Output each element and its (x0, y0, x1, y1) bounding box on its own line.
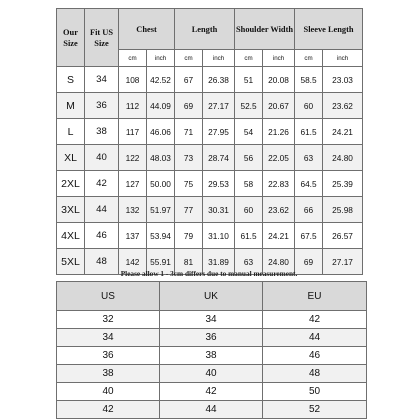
shoulder-width-cm-cell: 61.5 (235, 223, 263, 249)
size-row (57, 67, 363, 93)
fit-us-size-cell: 44 (85, 197, 119, 223)
our-size-cell: 2XL (57, 171, 85, 197)
length-cm-cell: 73 (175, 145, 203, 171)
chest-cm-cell: 122 (119, 145, 147, 171)
conversion-uk-cell: 44 (160, 401, 263, 419)
sleeve-length-inch-cell: 25.98 (323, 197, 363, 223)
shoulder-width-inch-cell: 23.62 (263, 197, 295, 223)
chest-inch-unit: inch (147, 50, 175, 67)
our-size-cell: 4XL (57, 223, 85, 249)
conversion-row (57, 347, 367, 365)
our-size-cell: XL (57, 145, 85, 171)
length-inch-unit: inch (203, 50, 235, 67)
shoulder-width-cm-cell: 51 (235, 67, 263, 93)
shoulder-width-inch-cell: 21.26 (263, 119, 295, 145)
conversion-us-cell: 42 (57, 401, 160, 419)
conversion-header-eu: EU (263, 282, 367, 311)
conversion-us-cell: 34 (57, 329, 160, 347)
length-cm-cell: 71 (175, 119, 203, 145)
sleeve-length-cm-cell: 58.5 (295, 67, 323, 93)
conversion-us-cell: 38 (57, 365, 160, 383)
fit-us-size-cell: 48 (85, 249, 119, 275)
length-inch-cell: 31.89 (203, 249, 235, 275)
fit-us-size-cell: 40 (85, 145, 119, 171)
sleeve-length-cm-cell: 61.5 (295, 119, 323, 145)
size-table-body (57, 67, 363, 275)
sleeve-length-cm-cell: 69 (295, 249, 323, 275)
chest-cm-cell: 112 (119, 93, 147, 119)
shoulder-width-cm-cell: 52.5 (235, 93, 263, 119)
sleeve-length-inch-cell: 27.17 (323, 249, 363, 275)
size-row (57, 119, 363, 145)
size-row (57, 223, 363, 249)
sleeve-cm-unit: cm (295, 50, 323, 67)
sleeve-length-cm-cell: 64.5 (295, 171, 323, 197)
length-inch-cell: 30.31 (203, 197, 235, 223)
conversion-row (57, 365, 367, 383)
length-cm-cell: 75 (175, 171, 203, 197)
our-size-cell: 3XL (57, 197, 85, 223)
sleeve-length-cm-cell: 60 (295, 93, 323, 119)
our-size-header: Our Size (57, 9, 85, 67)
sleeve-inch-unit: inch (323, 50, 363, 67)
our-size-cell: M (57, 93, 85, 119)
fit-us-size-cell: 34 (85, 67, 119, 93)
size-row (57, 197, 363, 223)
conversion-eu-cell: 48 (263, 365, 367, 383)
length-cm-cell: 81 (175, 249, 203, 275)
chest-inch-cell: 44.09 (147, 93, 175, 119)
shoulder-inch-unit: inch (263, 50, 295, 67)
size-measurement-table (56, 8, 363, 275)
conversion-header-us: US (57, 282, 160, 311)
shoulder-width-inch-cell: 24.21 (263, 223, 295, 249)
length-cm-cell: 69 (175, 93, 203, 119)
size-row (57, 93, 363, 119)
conversion-eu-cell: 50 (263, 383, 367, 401)
fit-us-size-cell: 36 (85, 93, 119, 119)
shoulder-width-inch-cell: 22.05 (263, 145, 295, 171)
size-conversion-table (56, 281, 367, 419)
chest-cm-cell: 137 (119, 223, 147, 249)
length-header: Length (175, 9, 235, 50)
shoulder-width-cm-cell: 63 (235, 249, 263, 275)
chest-cm-cell: 132 (119, 197, 147, 223)
size-chart-sheet (56, 8, 366, 415)
length-inch-cell: 26.38 (203, 67, 235, 93)
size-row (57, 145, 363, 171)
chest-cm-cell: 117 (119, 119, 147, 145)
chest-inch-cell: 42.52 (147, 67, 175, 93)
conversion-eu-cell: 44 (263, 329, 367, 347)
length-cm-unit: cm (175, 50, 203, 67)
size-row (57, 171, 363, 197)
conversion-eu-cell: 52 (263, 401, 367, 419)
conversion-uk-cell: 42 (160, 383, 263, 401)
sleeve-length-inch-cell: 24.80 (323, 145, 363, 171)
fit-us-size-cell: 42 (85, 171, 119, 197)
chest-inch-cell: 51.97 (147, 197, 175, 223)
sleeve-length-cm-cell: 67.5 (295, 223, 323, 249)
shoulder-width-inch-cell: 24.80 (263, 249, 295, 275)
conversion-uk-cell: 38 (160, 347, 263, 365)
our-size-cell: 5XL (57, 249, 85, 275)
sleeve-length-header: Sleeve Length (295, 9, 363, 50)
length-inch-cell: 31.10 (203, 223, 235, 249)
conversion-eu-cell: 42 (263, 311, 367, 329)
conversion-uk-cell: 40 (160, 365, 263, 383)
chest-cm-unit: cm (119, 50, 147, 67)
chest-inch-cell: 48.03 (147, 145, 175, 171)
conversion-header-uk: UK (160, 282, 263, 311)
fit-us-size-cell: 38 (85, 119, 119, 145)
fit-us-size-header: Fit US Size (85, 9, 119, 67)
length-inch-cell: 28.74 (203, 145, 235, 171)
conversion-us-cell: 32 (57, 311, 160, 329)
shoulder-width-inch-cell: 20.67 (263, 93, 295, 119)
shoulder-width-header: Shoulder Width (235, 9, 295, 50)
conversion-row (57, 401, 367, 419)
conversion-us-cell: 40 (57, 383, 160, 401)
conversion-uk-cell: 36 (160, 329, 263, 347)
length-cm-cell: 67 (175, 67, 203, 93)
sleeve-length-inch-cell: 23.62 (323, 93, 363, 119)
length-inch-cell: 29.53 (203, 171, 235, 197)
conversion-row (57, 311, 367, 329)
sleeve-length-cm-cell: 66 (295, 197, 323, 223)
conversion-uk-cell: 34 (160, 311, 263, 329)
sleeve-length-inch-cell: 24.21 (323, 119, 363, 145)
length-inch-cell: 27.17 (203, 93, 235, 119)
shoulder-width-inch-cell: 22.83 (263, 171, 295, 197)
length-cm-cell: 77 (175, 197, 203, 223)
chest-inch-cell: 46.06 (147, 119, 175, 145)
sleeve-length-inch-cell: 25.39 (323, 171, 363, 197)
our-size-cell: L (57, 119, 85, 145)
fit-us-size-cell: 46 (85, 223, 119, 249)
chest-header: Chest (119, 9, 175, 50)
sleeve-length-cm-cell: 63 (295, 145, 323, 171)
conversion-table-body (57, 311, 367, 419)
chest-inch-cell: 53.94 (147, 223, 175, 249)
shoulder-width-cm-cell: 58 (235, 171, 263, 197)
conversion-row (57, 329, 367, 347)
measurement-note: Please allow 1 - 3cm differs due to manual measurement. (120, 269, 298, 278)
chest-cm-cell: 108 (119, 67, 147, 93)
shoulder-width-cm-cell: 56 (235, 145, 263, 171)
chest-inch-cell: 50.00 (147, 171, 175, 197)
conversion-us-cell: 36 (57, 347, 160, 365)
length-inch-cell: 27.95 (203, 119, 235, 145)
sleeve-length-inch-cell: 26.57 (323, 223, 363, 249)
conversion-eu-cell: 46 (263, 347, 367, 365)
shoulder-width-cm-cell: 60 (235, 197, 263, 223)
chest-cm-cell: 127 (119, 171, 147, 197)
chest-cm-cell: 142 (119, 249, 147, 275)
shoulder-width-cm-cell: 54 (235, 119, 263, 145)
our-size-cell: S (57, 67, 85, 93)
shoulder-width-inch-cell: 20.08 (263, 67, 295, 93)
shoulder-cm-unit: cm (235, 50, 263, 67)
conversion-row (57, 383, 367, 401)
sleeve-length-inch-cell: 23.03 (323, 67, 363, 93)
length-cm-cell: 79 (175, 223, 203, 249)
chest-inch-cell: 55.91 (147, 249, 175, 275)
